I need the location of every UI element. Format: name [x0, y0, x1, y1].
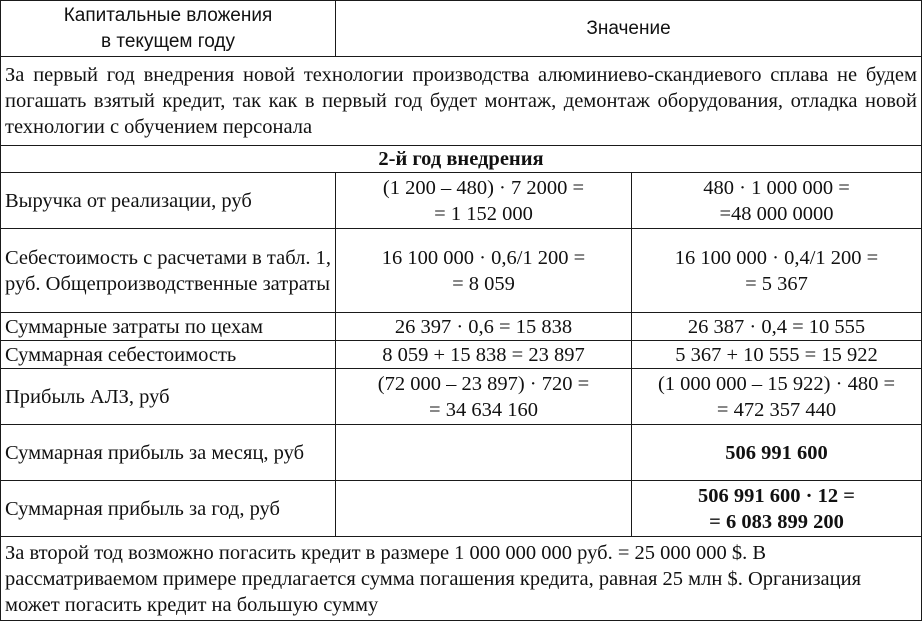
header-value: Значение: [336, 1, 922, 57]
row-value-1: [336, 481, 632, 537]
row-value-2: 5 367 + 10 555 = 15 922: [632, 341, 922, 369]
row-value-2: 506 991 600 · 12 = = 6 083 899 200: [632, 481, 922, 537]
intro-row: [1, 57, 922, 146]
table-row: [1, 173, 922, 229]
conclusion-row: [1, 537, 922, 621]
row-label: Прибыль АЛЗ, руб: [1, 369, 336, 425]
row-value-2: 506 991 600: [632, 425, 922, 481]
row-value-2: 480 · 1 000 000 = =48 000 0000: [632, 173, 922, 229]
section-row: [1, 146, 922, 173]
row-value-1: 8 059 + 15 838 = 23 897: [336, 341, 632, 369]
conclusion-text: За второй тод возможно погасить кредит в размере 1 000 000 000 руб. = 25 000 000 $. В рассматриваемом примере предлагается сумма погашения кредита, равная 25 млн $. Организация может погасить кредит на большую сумму: [1, 537, 922, 621]
row-value-1: (72 000 – 23 897) · 720 = = 34 634 160: [336, 369, 632, 425]
row-label: Выручка от реализации, руб: [1, 173, 336, 229]
table-row: [1, 481, 922, 537]
intro-text: За первый год внедрения новой технологии производства алюминиево-скандиевого сплава не будем погашать взятый кредит, так как в первый год будет монтаж, демонтаж оборудования, отладка новой технологии с обучением персонала: [1, 57, 922, 146]
row-value-1: 16 100 000 · 0,6/1 200 = = 8 059: [336, 229, 632, 313]
row-value-1: (1 200 – 480) · 7 2000 = = 1 152 000: [336, 173, 632, 229]
row-value-1: [336, 425, 632, 481]
table-row: [1, 313, 922, 341]
table-row: [1, 369, 922, 425]
section-title: 2-й год внедрения: [1, 146, 922, 173]
header-row: [1, 1, 922, 57]
table-row: [1, 425, 922, 481]
row-value-2: (1 000 000 – 15 922) · 480 = = 472 357 440: [632, 369, 922, 425]
row-value-2: 16 100 000 · 0,4/1 200 = = 5 367: [632, 229, 922, 313]
table-row: [1, 341, 922, 369]
row-label: Суммарная себестоимость: [1, 341, 336, 369]
row-label: Себестоимость с расчетами в табл. 1, руб. Общепроизводственные затраты: [1, 229, 336, 313]
header-capital-investment: Капитальные вложения в текущем году: [1, 1, 336, 57]
table-row: [1, 229, 922, 313]
row-label: Суммарная прибыль за год, руб: [1, 481, 336, 537]
row-value-1: 26 397 · 0,6 = 15 838: [336, 313, 632, 341]
row-label: Суммарная прибыль за месяц, руб: [1, 425, 336, 481]
row-value-2: 26 387 · 0,4 = 10 555: [632, 313, 922, 341]
row-label: Суммарные затраты по цехам: [1, 313, 336, 341]
